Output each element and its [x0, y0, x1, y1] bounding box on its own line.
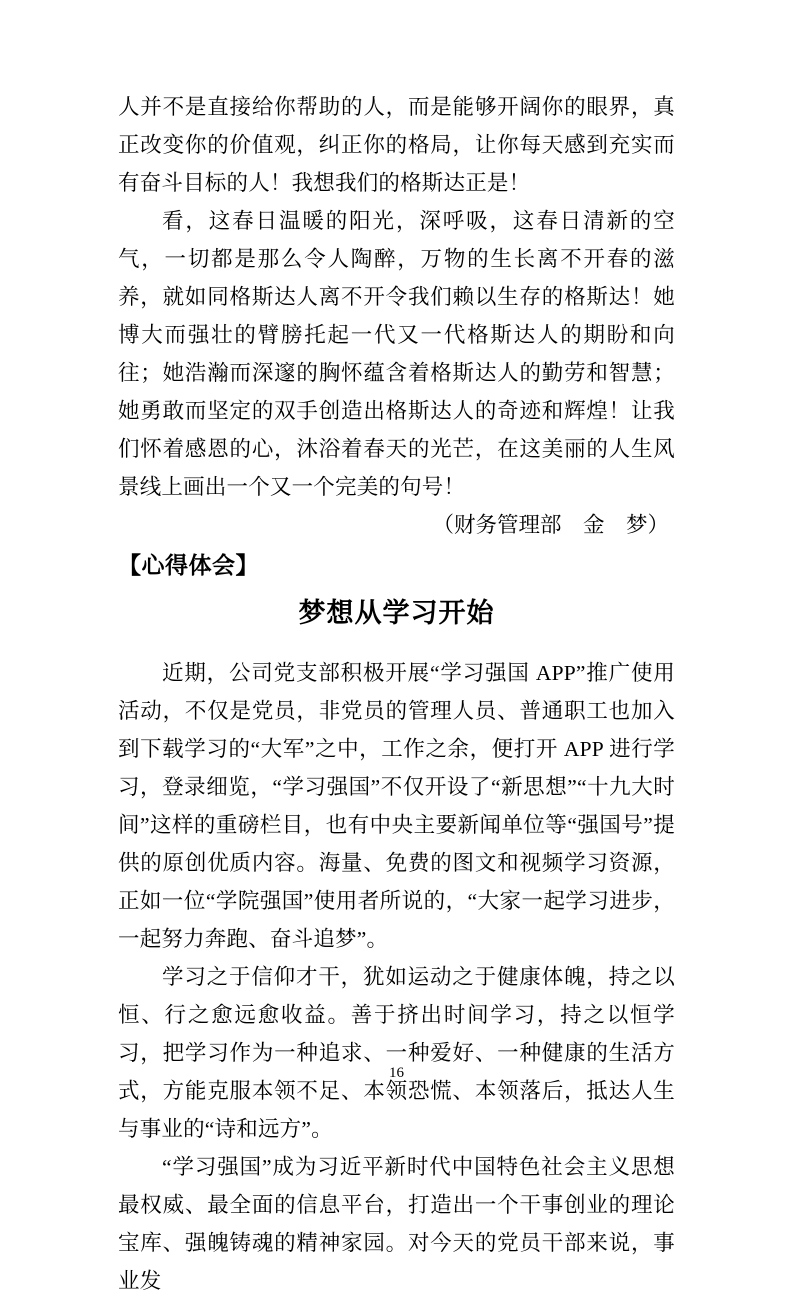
page-number: 16	[389, 1065, 404, 1081]
paragraph-continuation: 人并不是直接给你帮助的人，而是能够开阔你的眼界，真正改变你的价值观，纠正你的格局，让你每天感到充实而有奋斗目标的人！我想我们的格斯达正是！	[118, 95, 675, 195]
author-signature: （财务管理部 金 梦）	[432, 513, 669, 537]
article-paragraph-3: “学习强国”成为习近平新时代中国特色社会主义思想最权威、最全面的信息平台，打造出一个干事创业的理论宝库、强魄铸魂的精神家园。对今天的党员干部来说，事业发	[118, 1155, 675, 1293]
article-paragraph-1: 近期，公司党支部积极开展“学习强国 APP”推广使用活动，不仅是党员，非党员的管理人员、普通职工也加入到下载学习的“大军”之中，工作之余，便打开 APP 进行学习，登录细览，“学习强国”不仅开设了“新思想”“十九大时间”这样的重磅栏目，也有中央主要新闻单位等“强国号”提供的原创优质内容。海量、免费的图文和视频学习资源，正如一位“学院强国”使用者所说的，“大家一起学习进步，一起努力奔跑、奋斗追梦”。	[118, 661, 675, 951]
paragraph-spring-essay: 看，这春日温暖的阳光，深呼吸，这春日清新的空气，一切都是那么令人陶醉，万物的生长离不开春的滋养，就如同格斯达人离不开令我们赖以生存的格斯达！她博大而强壮的臂膀托起一代又一代格斯达人的期盼和向往；她浩瀚而深邃的胸怀蕴含着格斯达人的勤劳和智慧；她勇敢而坚定的双手创造出格斯达人的奇迹和辉煌！让我们怀着感恩的心，沐浴着春天的光芒，在这美丽的人生风景线上画出一个又一个完美的句号！	[118, 209, 675, 499]
article-title: 梦想从学习开始	[298, 598, 495, 628]
section-heading-tag: 【心得体会】	[118, 553, 259, 578]
article-paragraph-2: 学习之于信仰才干，犹如运动之于健康体魄，持之以恒、行之愈远愈收益。善于挤出时间学习，持之以恒学习，把学习作为一种追求、一种爱好、一种健康的生活方式，方能克服本领不足、本领恐慌、本领落后，抵达人生与事业的“诗和远方”。	[118, 965, 675, 1141]
